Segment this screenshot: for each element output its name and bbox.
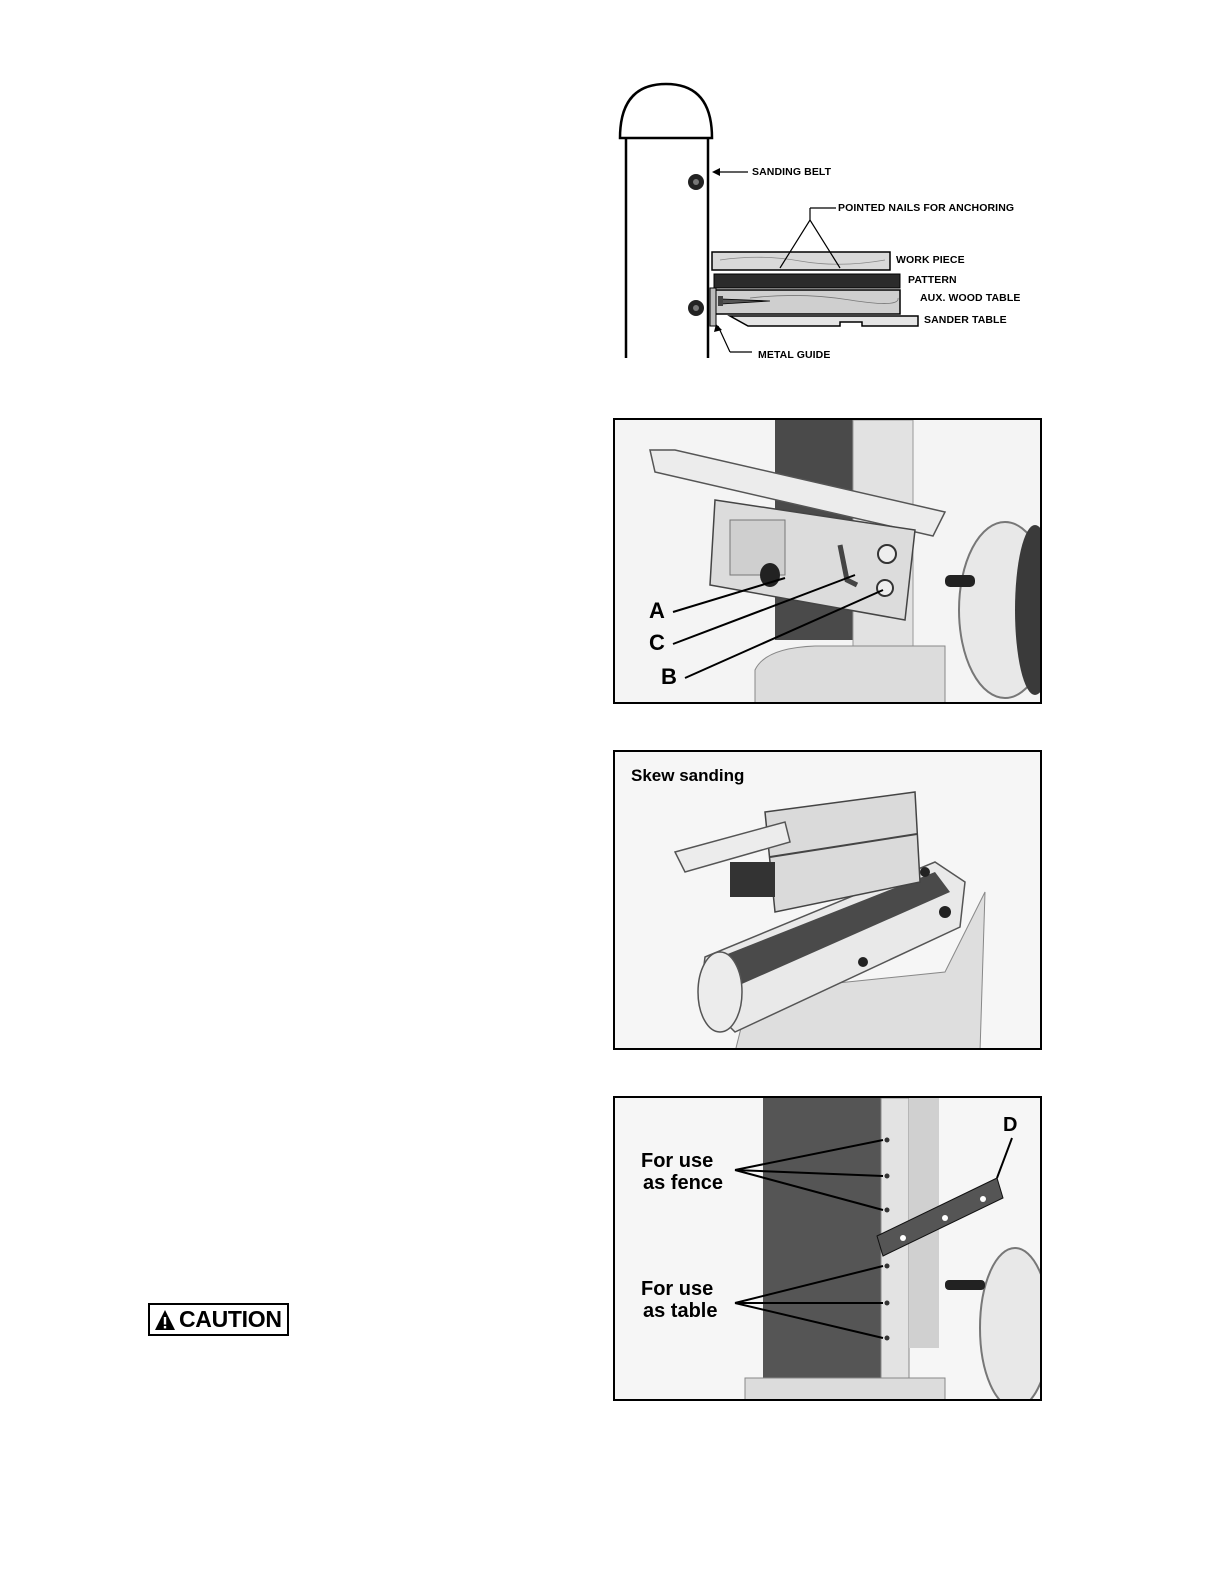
table-adjustment-photo [613, 418, 1042, 704]
skew-sanding-caption: Skew sanding [631, 766, 745, 785]
table-label-line1: For use [641, 1278, 714, 1300]
callout-b: B [661, 664, 677, 689]
pattern-sanding-diagram [600, 70, 1060, 370]
label-sanding-belt: SANDING BELT [752, 166, 832, 178]
fence-label-line2: as fence [643, 1172, 724, 1194]
upper-knob-icon [688, 174, 704, 190]
warning-triangle-icon [154, 1309, 176, 1331]
label-metal-guide: METAL GUIDE [758, 349, 831, 361]
skew-sanding-photo [613, 750, 1042, 1050]
skew-sanding-drawing [615, 752, 1042, 1050]
table-adjustment-drawing [615, 420, 1042, 704]
caution-label: CAUTION [179, 1306, 282, 1332]
callout-a: A [649, 598, 665, 623]
lower-knob-icon [688, 300, 704, 316]
label-sander-table: SANDER TABLE [924, 314, 1007, 326]
callout-d: D [1003, 1114, 1018, 1136]
caution-badge [148, 1303, 289, 1336]
label-pattern: PATTERN [908, 274, 957, 286]
label-aux-wood-table: AUX. WOOD TABLE [920, 292, 1021, 304]
fence-label-line1: For use [641, 1150, 714, 1172]
label-work-piece: WORK PIECE [896, 254, 965, 266]
label-pointed-nails: POINTED NAILS FOR ANCHORING [838, 202, 1015, 214]
fence-table-bracket-drawing [615, 1098, 1042, 1401]
table-label-line2: as table [643, 1300, 718, 1322]
callout-c: C [649, 630, 665, 655]
fence-table-bracket-photo [613, 1096, 1042, 1401]
